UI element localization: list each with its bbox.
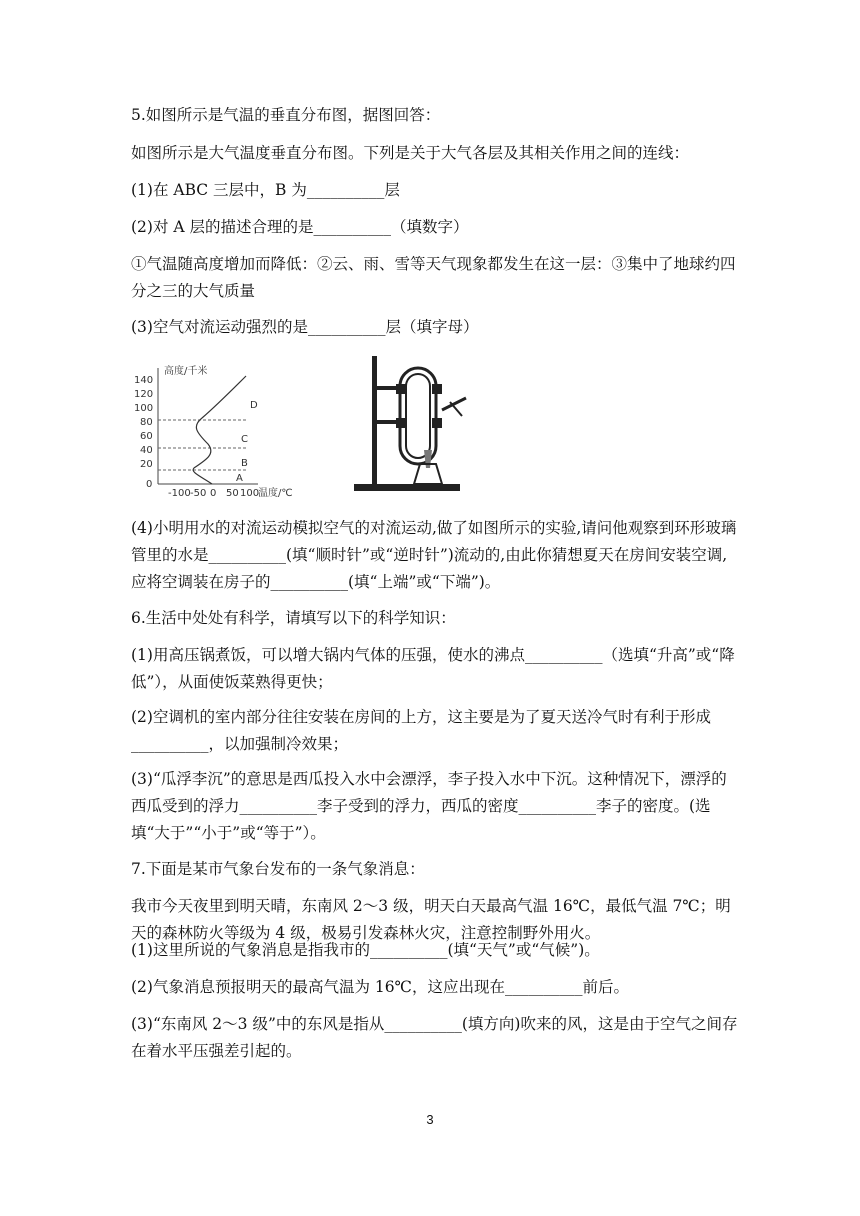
question-7-part-1: (1)这里所说的气象消息是指我市的__________(填“天气”或“气候”)。 bbox=[131, 941, 600, 959]
question-5-intro: 如图所示是大气温度垂直分布图。下列是关于大气各层及其相关作用之间的连线： bbox=[131, 144, 690, 162]
clamp-block bbox=[396, 384, 406, 394]
glass-loop-inner bbox=[406, 374, 430, 458]
clamp-block bbox=[432, 418, 442, 428]
x-axis-label: 温度/℃ bbox=[258, 488, 293, 499]
x-tick-label: 100 bbox=[240, 488, 260, 499]
x-tick-label: -100 bbox=[168, 488, 191, 499]
page-number: 3 bbox=[426, 1112, 434, 1127]
stand-base bbox=[354, 484, 460, 491]
temperature-vertical-chart bbox=[128, 360, 308, 500]
layer-label-c: C bbox=[241, 434, 248, 445]
question-5-part-3: (3)空气对流运动强烈的是__________层（填字母） bbox=[131, 318, 479, 336]
clamp-block bbox=[432, 384, 442, 394]
question-5-part-2: (2)对 A 层的描述合理的是__________（填数字） bbox=[131, 218, 469, 236]
y-tick-label: 140 bbox=[134, 375, 154, 386]
y-tick-label: 100 bbox=[134, 403, 154, 414]
convection-experiment-illustration bbox=[354, 350, 484, 495]
question-7-part-2: (2)气象消息预报明天的最高气温为 16℃，这应出现在__________前后。 bbox=[131, 978, 629, 996]
layer-label-d: D bbox=[250, 400, 258, 411]
question-7-title: 7.下面是某市气象台发布的一条气象消息： bbox=[131, 860, 425, 878]
question-5-options: ①气温随高度增加而降低：②云、雨、雪等天气现象都发生在这一层：③集中了地球约四分之三的大气质量 bbox=[131, 255, 736, 300]
weather-message: 我市今天夜里到明天晴，东南风 2～3 级，明天白天最高气温 16℃，最低气温 7℃；明天的森林防火等级为 4 级，极易引发森林火灾，注意控制野外用火。 bbox=[131, 897, 731, 942]
question-6-part-2: (2)空调机的室内部分往往安装在房间的上方，这主要是为了夏天送冷气时有利于形成__________，以加强制冷效果； bbox=[131, 708, 711, 753]
question-5-part-4: (4)小明用水的对流运动模拟空气的对流运动,做了如图所示的实验,请问他观察到环形玻璃管里的水是__________(填“顺时针”或“逆时针”)流动的,由此你猜想夏天在房间安装空调,应将空调装在房子的__________(填“上端”或“下端”)。 bbox=[131, 519, 737, 591]
x-tick-label: -50 bbox=[190, 488, 207, 499]
question-6-part-3: (3)“瓜浮李沉”的意思是西瓜投入水中会漂浮，李子投入水中下沉。这种情况下，漂浮的西瓜受到的浮力__________李子受到的浮力，西瓜的密度__________李子的密度。(选填“大于”“小于”或“等于”）。 bbox=[131, 770, 727, 842]
question-5-title: 5.如图所示是气温的垂直分布图，据图回答： bbox=[131, 106, 441, 124]
layer-label-a: A bbox=[236, 473, 243, 484]
y-tick-label: 60 bbox=[140, 431, 153, 442]
question-5-part-1: (1)在 ABC 三层中，B 为__________层 bbox=[131, 181, 400, 199]
x-tick-label: 0 bbox=[210, 488, 217, 499]
temperature-curve bbox=[193, 376, 246, 484]
y-tick-label: 20 bbox=[140, 459, 153, 470]
y-tick-label: 80 bbox=[140, 417, 153, 428]
x-tick-label: 50 bbox=[226, 488, 239, 499]
flame bbox=[424, 450, 432, 468]
question-6-part-1: (1)用高压锅煮饭，可以增大锅内气体的压强，使水的沸点__________（选填“升高”或“降低”），从面使饭菜熟得更快； bbox=[131, 646, 735, 691]
y-axis-label: 高度/千米 bbox=[164, 366, 208, 377]
question-6-title: 6.生活中处处有科学，请填写以下的科学知识： bbox=[131, 609, 456, 627]
question-7-part-3: (3)“东南风 2～3 级”中的东风是指从__________(填方向)吹来的风，这是由于空气之间存在着水平压强差引起的。 bbox=[131, 1015, 738, 1060]
y-tick-label: 0 bbox=[146, 479, 153, 490]
layer-label-b: B bbox=[241, 458, 248, 469]
clamp-block bbox=[396, 418, 406, 428]
y-tick-label: 40 bbox=[140, 445, 153, 456]
y-tick-label: 120 bbox=[134, 389, 154, 400]
